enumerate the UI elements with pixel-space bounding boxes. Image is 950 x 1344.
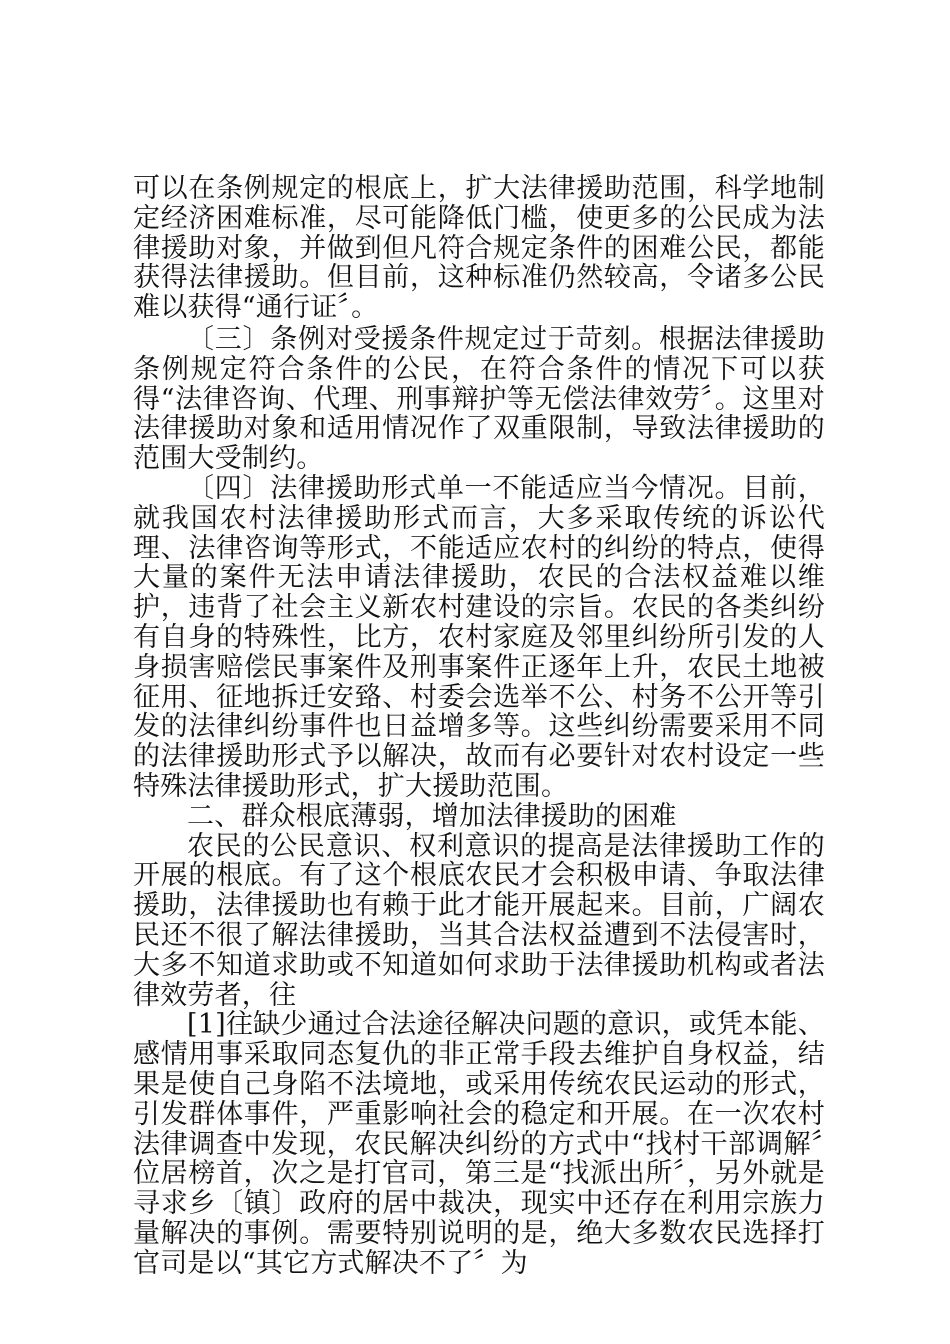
section-heading-two: 二、群众根底薄弱，增加法律援助的困难 <box>187 800 677 832</box>
paragraph-footnote-continuation: [1]往缺少通过合法途径解决问题的意识，或凭本能、感情用事采取同态复仇的非正常手段去维护自身权益，结果是使自己身陷不法境地，或采用传统农民运动的形式，引发群体事件，严重影响社会的稳定和开展。在一次农村法律调查中发现，农民解决纠纷的方式中“找村干部调解〞位居榜首，次之是打官司，第三是“找派出所〞，另外就是寻求乡〔镇〕政府的居中裁决，现实中还存在利用宗族力量解决的事例。需要特别说明的是，绝大多数农民选择打官司是以“其它方式解决不了〞为 <box>133 1009 825 1279</box>
top-text-block <box>133 174 825 323</box>
body-text-block <box>133 325 825 1279</box>
paragraph-section-four: 〔四〕法律援助形式单一不能适应当今情况。目前，就我国农村法律援助形式而言，大多采取传统的诉讼代理、法律咨询等形式，不能适应农村的纠纷的特点，使得大量的案件无法申请法律援助，农民的合法权益难以维护，违背了社会主义新农村建设的宗旨。农民的各类纠纷有自身的特殊性，比方，农村家庭及邻里纠纷所引发的人身损害赔偿民事案件及刑事案件正逐年上升，农民土地被征用、征地拆迁安臵、村委会选举不公、村务不公开等引发的法律纠纷事件也日益增多等。这些纠纷需要采用不同的法律援助形式予以解决，故而有必要针对农村设定一些特殊法律援助形式，扩大援助范围。 <box>133 472 825 802</box>
continuation-paragraph: 可以在条例规定的根底上，扩大法律援助范围，科学地制定经济困难标准，尽可能降低门槛，使更多的公民成为法律援助对象，并做到但凡符合规定条件的困难公民，都能获得法律援助。但目前，这种标准仍然较高，令诸多公民难以获得“通行证〞。 <box>133 173 825 324</box>
paragraph-section-three: 〔三〕条例对受援条件规定过于苛刻。根据法律援助条例规定符合条件的公民，在符合条件的情况下可以获得“法律咨询、代理、刑事辩护等无偿法律效劳〞。这里对法律援助对象和适用情况作了双重限制，导致法律援助的范围大受制约。 <box>133 324 825 475</box>
paragraph-civic-awareness: 农民的公民意识、权利意识的提高是法律援助工作的开展的根底。有了这个根底农民才会积极申请、争取法律援助，法律援助也有赖于此才能开展起来。目前，广阔农民还不很了解法律援助，当其合法权益遭到不法侵害时，大多不知道求助或不知道如何求助于法律援助机构或者法律效劳者，往 <box>133 830 825 1011</box>
